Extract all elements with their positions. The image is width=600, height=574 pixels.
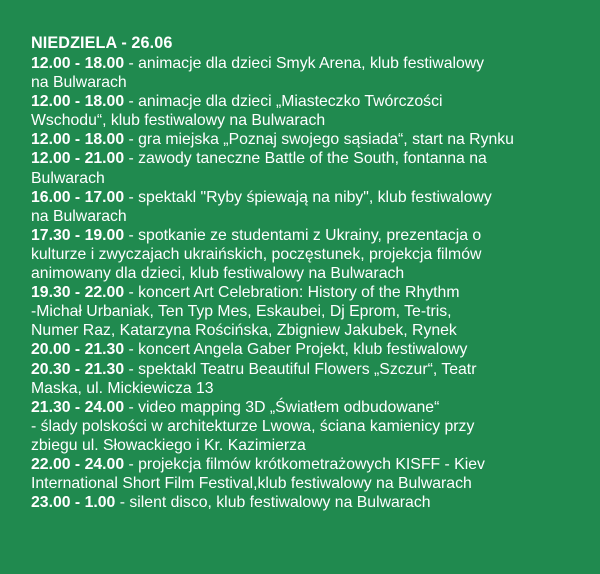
entry-description: na Bulwarach	[31, 207, 127, 225]
entry-line	[31, 149, 580, 168]
entry-description: - video mapping 3D „Światłem odbudowane“	[124, 398, 440, 416]
entry-line	[31, 493, 580, 512]
schedule-entry	[31, 149, 580, 187]
entry-line	[31, 283, 580, 302]
entry-description: Wschodu“, klub festiwalowy na Bulwarach	[31, 112, 326, 130]
entry-line	[31, 436, 580, 455]
entry-line	[31, 398, 580, 417]
entry-time: 12.00 - 18.00	[31, 55, 125, 72]
entry-description: - spektakl Teatru Beautiful Flowers „Szczur“, Teatr	[124, 360, 477, 378]
entry-line	[31, 360, 580, 379]
entry-line	[31, 455, 580, 474]
schedule-entry	[31, 360, 580, 398]
day-heading: NIEDZIELA - 26.06	[31, 34, 173, 52]
entry-description: - silent disco, klub festiwalowy na Bulwarach	[115, 494, 431, 512]
schedule-entry	[31, 226, 580, 283]
schedule-entry	[31, 54, 580, 92]
schedule-entry	[31, 493, 580, 512]
entry-line	[31, 169, 580, 188]
entry-line	[31, 302, 580, 321]
entry-description: - animacje dla dzieci „Miasteczko Twórczości	[124, 93, 443, 111]
entry-line	[31, 226, 580, 245]
entry-description: kulturze i zwyczajach ukraińskich, poczęstunek, projekcja filmów	[31, 245, 482, 263]
entry-line	[31, 111, 580, 130]
entry-description: International Short Film Festival,klub festiwalowy na Bulwarach	[31, 475, 472, 493]
entry-description: Maska, ul. Mickiewicza 13	[31, 379, 214, 397]
entry-line	[31, 188, 580, 207]
schedule-entry	[31, 283, 580, 340]
entry-line	[31, 245, 580, 264]
schedule-entry	[31, 398, 580, 455]
entry-time: 12.00 - 21.00	[31, 150, 125, 168]
entry-line	[31, 321, 580, 340]
entry-time: 16.00 - 17.00	[31, 188, 125, 206]
entry-line	[31, 474, 580, 493]
schedule-entry	[31, 92, 580, 130]
entry-description: - ślady polskości w architekturze Lwowa, ściana kamienicy przy	[31, 417, 475, 435]
schedule-list	[31, 54, 580, 512]
entry-time: 21.30 - 24.00	[31, 398, 125, 416]
entry-line	[31, 379, 580, 398]
entry-line	[31, 92, 580, 111]
entry-time: 20.30 - 21.30	[31, 360, 125, 378]
entry-description: - animacje dla dzieci Smyk Arena, klub festiwalowy	[124, 55, 485, 72]
schedule-entry	[31, 340, 580, 359]
entry-line	[31, 340, 580, 359]
entry-description: Bulwarach	[31, 169, 105, 187]
entry-description: - projekcja filmów krótkometrażowych KISFF - Kiev	[124, 455, 485, 473]
entry-time: 12.00 - 18.00	[31, 131, 125, 149]
schedule-entry	[31, 130, 580, 149]
entry-line	[31, 417, 580, 436]
entry-time: 23.00 - 1.00	[31, 494, 116, 512]
entry-description: -Michał Urbaniak, Ten Typ Mes, Eskaubei, Dj Eprom, Te-tris,	[31, 303, 452, 321]
entry-description: - zawody taneczne Battle of the South, fontanna na	[124, 150, 487, 168]
entry-time: 22.00 - 24.00	[31, 455, 125, 473]
entry-description: animowany dla dzieci, klub festiwalowy na Bulwarach	[31, 265, 405, 283]
entry-description: - spotkanie ze studentami z Ukrainy, prezentacja o	[124, 226, 482, 244]
schedule-entry	[31, 188, 580, 226]
entry-line	[31, 73, 580, 92]
entry-line	[31, 54, 580, 73]
entry-description: - koncert Art Celebration: History of the Rhythm	[124, 284, 460, 302]
entry-time: 20.00 - 21.30	[31, 341, 125, 359]
entry-line	[31, 264, 580, 283]
schedule-entry	[31, 455, 580, 493]
entry-time: 12.00 - 18.00	[31, 93, 125, 111]
entry-description: - gra miejska „Poznaj swojego sąsiada“, start na Rynku	[124, 131, 514, 149]
entry-description: na Bulwarach	[31, 74, 127, 92]
entry-line	[31, 130, 580, 149]
entry-description: Numer Raz, Katarzyna Rościńska, Zbigniew Jakubek, Rynek	[31, 322, 457, 340]
entry-description: zbiegu ul. Słowackiego i Kr. Kazimierza	[31, 436, 306, 454]
entry-description: - spektakl "Ryby śpiewają na niby", klub festiwalowy	[124, 188, 492, 206]
entry-line	[31, 207, 580, 226]
entry-description: - koncert Angela Gaber Projekt, klub festiwalowy	[124, 341, 468, 359]
entry-time: 19.30 - 22.00	[31, 284, 125, 302]
entry-time: 17.30 - 19.00	[31, 226, 125, 244]
